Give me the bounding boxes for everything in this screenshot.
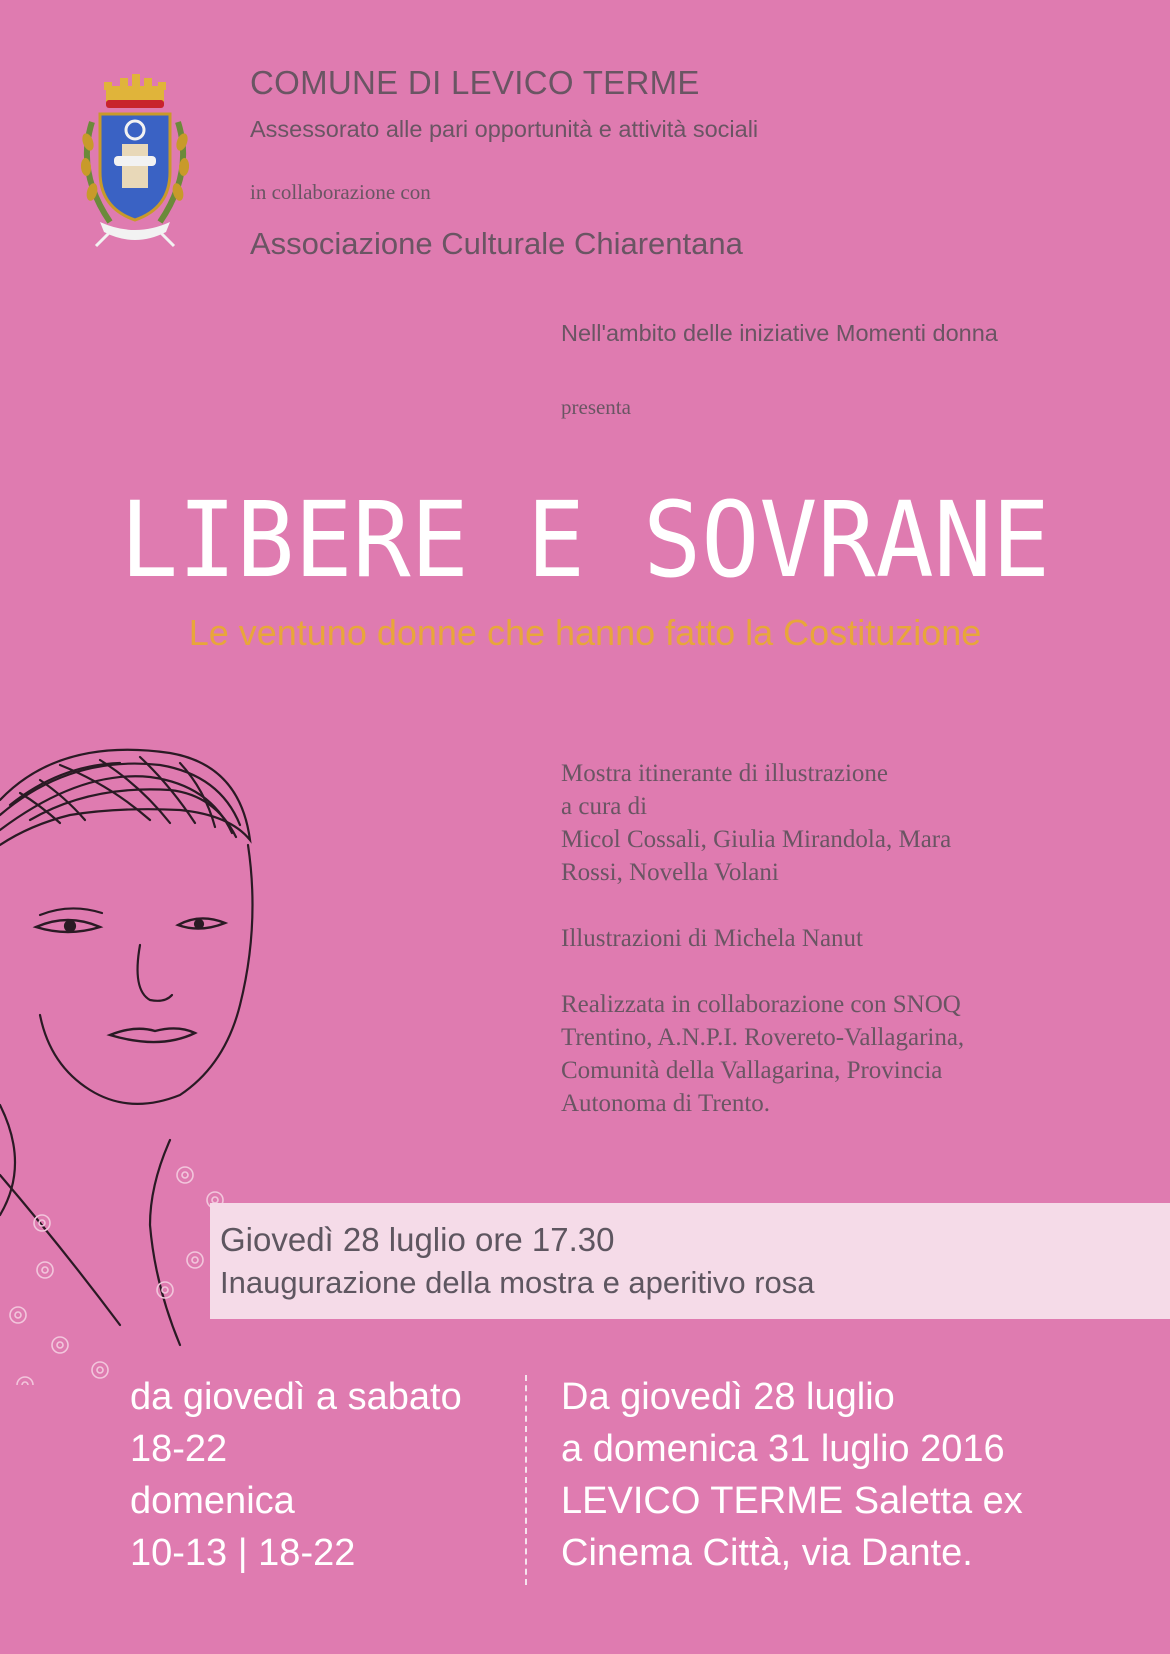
hours-line: 18-22 <box>130 1428 228 1470</box>
exhibition-title <box>105 478 1065 598</box>
hours-line: da giovedì a sabato <box>130 1376 462 1418</box>
dashed-divider <box>525 1375 527 1585</box>
coat-of-arms-icon <box>70 72 200 248</box>
association-name: Associazione Culturale Chiarentana <box>250 226 743 261</box>
assessorato-text: Assessorato alle pari opportunità e attività sociali <box>250 116 759 142</box>
exhibition-info <box>561 757 1081 1153</box>
illustrator-paragraph <box>561 922 1081 955</box>
info-line: Micol Cossali, Giulia Mirandola, Mara <box>561 826 952 853</box>
exhibition-subtitle: Le ventuno donne che hanno fatto la Costituzione <box>188 612 982 653</box>
venue-line: Da giovedì 28 luglio <box>561 1376 895 1418</box>
presenta-text: presenta <box>561 395 631 419</box>
opening-hours <box>130 1371 462 1579</box>
curators-paragraph <box>561 757 1081 889</box>
inauguration-date: Giovedì 28 luglio ore 17.30 <box>220 1221 615 1258</box>
collaboration-intro: in collaborazione con <box>250 180 431 204</box>
hours-line: domenica <box>130 1480 295 1522</box>
info-line: Comunità della Vallagarina, Provincia <box>561 1057 943 1084</box>
venue-line: Cinema Città, via Dante. <box>561 1532 973 1574</box>
info-line: Mostra itinerante di illustrazione <box>561 760 888 787</box>
comune-title: COMUNE DI LEVICO TERME <box>250 64 700 101</box>
venue-dates <box>561 1371 1023 1579</box>
inauguration-description: Inaugurazione della mostra e aperitivo rosa <box>220 1265 815 1300</box>
partners-paragraph <box>561 988 1081 1120</box>
initiative-text: Nell'ambito delle iniziative Momenti donna <box>561 320 998 346</box>
info-line: Autonoma di Trento. <box>561 1090 771 1117</box>
info-line: Rossi, Novella Volani <box>561 859 779 886</box>
info-line: a cura di <box>561 793 648 820</box>
exhibition-title-text: LIBERE E SOVRANE <box>120 479 1050 598</box>
info-line: Trentino, A.N.P.I. Rovereto-Vallagarina, <box>561 1024 965 1051</box>
venue-line: a domenica 31 luglio 2016 <box>561 1428 1005 1470</box>
hours-line: 10-13 | 18-22 <box>130 1532 356 1574</box>
info-line: Realizzata in collaborazione con SNOQ <box>561 991 961 1018</box>
venue-line: LEVICO TERME Saletta ex <box>561 1480 1023 1522</box>
info-line: Illustrazioni di Michela Nanut <box>561 925 864 952</box>
